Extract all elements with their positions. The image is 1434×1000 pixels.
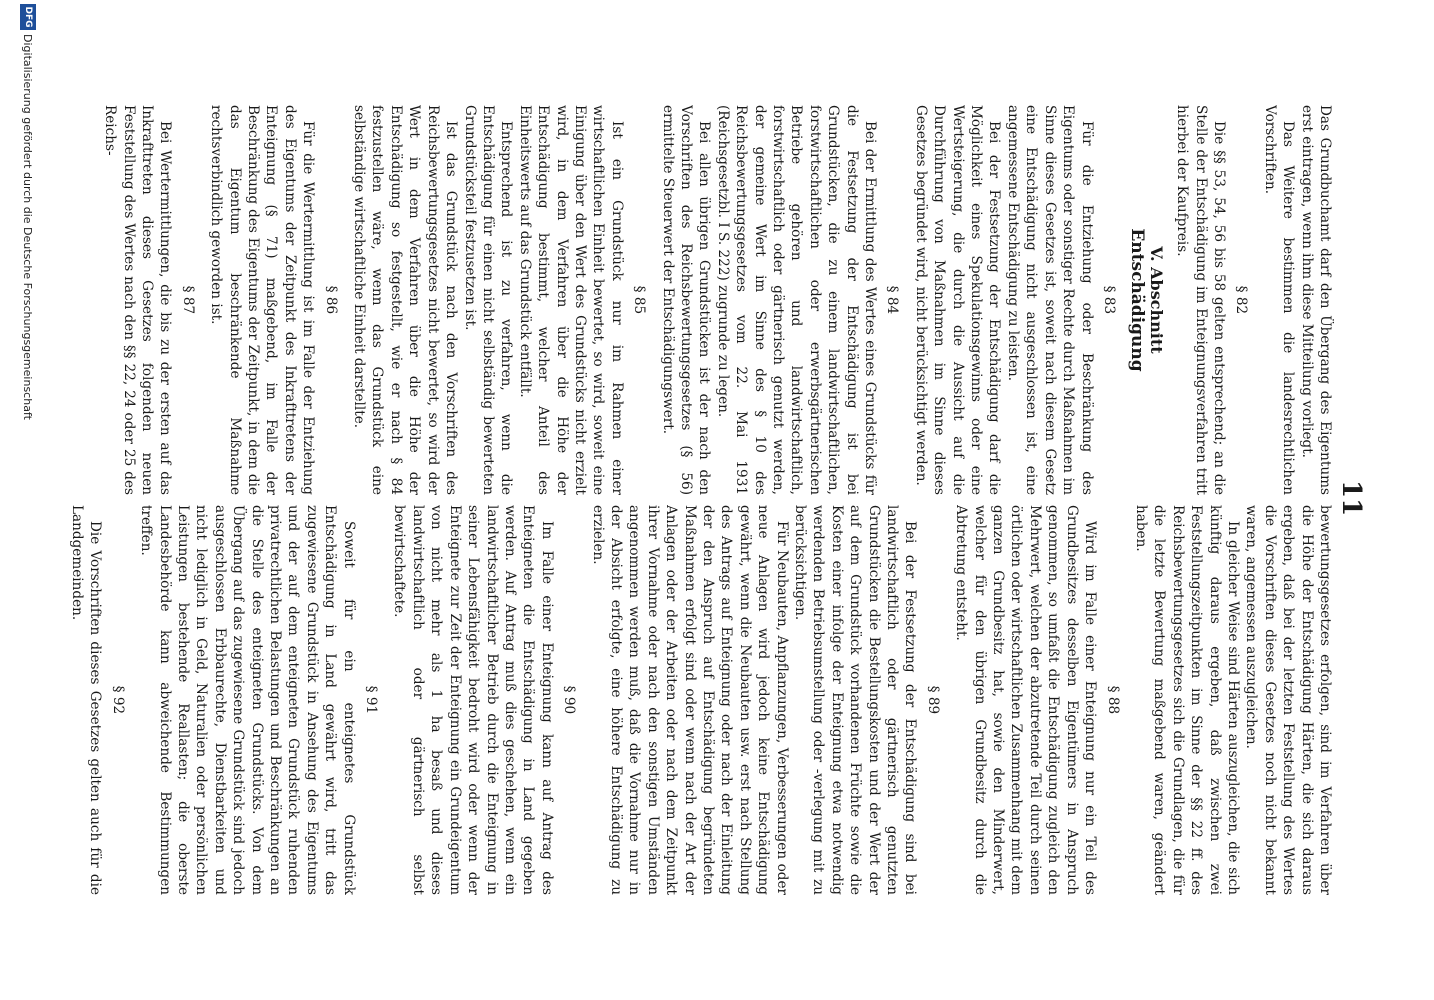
paragraph: Ist ein Grundstück nur im Rahmen einer wirtschaftlichen Einheit bewertet, so wird, soweit eine Einigung über den Wert des Grundstücks nicht erzielt wird, in dem Verfahren über die Höhe der Entschädigung bestimmt, welcher Anteil des Einheitswerts auf das Grundstück entfällt. xyxy=(516,105,625,495)
paragraph: Bei Wertermittlungen, die bis zu der ersten auf das Inkrafttreten dieses Gesetzes folgenden neuen Feststellung des Wertes nach den §§ 22, 24 oder 25 des Reichs- xyxy=(102,105,174,495)
paragraph: Für die Wertermittlung ist im Falle der Entziehung des Eigentums der Zeitpunkt des Inkrafttretens der Enteignung (§ 71) maßgebend, im Falle der Beschränkung des Eigentums der Zeitpunkt, in dem die das Eigentum beschränkende Maßnahme rechtsverbindlich geworden ist. xyxy=(208,105,317,495)
digitization-credit xyxy=(20,0,36,1000)
section-title: Entschädigung xyxy=(1127,228,1148,372)
dfg-logo-icon: DFG xyxy=(20,4,36,30)
paragraph: In gleicher Weise sind Härten auszugleichen, die sich künftig daraus ergeben, daß zwischen zwei Feststellungszeitpunkten im Sinne der §§ 22 ff. des Reichsbewertungsgesetzes sich die Grundlagen, die für die letzte Bewertung maßgebend waren, geändert haben. xyxy=(1132,505,1241,895)
paragraph: Für die Entziehung oder Beschränkung des Eigentums oder sonstiger Rechte durch Maßnahmen im Sinne dieses Gesetzes ist, soweit nach diesem Gesetz eine Entschädigung nicht ausgeschlossen ist, eine angemessene Entschädigung zu leisten. xyxy=(1004,105,1095,495)
section-number-82: § 82 xyxy=(1233,285,1250,315)
section-number-92: § 92 xyxy=(109,685,126,715)
section-number-91: § 91 xyxy=(363,685,380,715)
paragraph: Ist das Grundstück nach den Vorschriften des Reichsbewertungsgesetzes nicht bewertet, so wird der Wert in dem Verfahren über die Höhe der Entschädigung so festgestellt, wie er nach § 84 festzustellen wäre, wenn das Grundstück eine selbständige wirtschaftliche Einheit darstellte. xyxy=(351,105,460,495)
paragraph: Bei der Festsetzung der Entschädigung darf die Möglichkeit eines Spekulationsgewinns oder eine Wertsteigerung, die durch die Aussicht auf die Durchführung von Maßnahmen im Sinne dieses Gesetzes begründet wird, nicht berücksichtigt werden. xyxy=(912,105,1003,495)
right-column xyxy=(54,505,1334,895)
section-number-90: § 90 xyxy=(561,685,578,715)
paragraph: Die §§ 53, 54, 56 bis 58 gelten entsprechend; an die Stelle der Entschädigung im Enteignungsverfahren tritt hierbei der Kaufpreis. xyxy=(1174,105,1227,495)
section-number-83: § 83 xyxy=(1100,285,1117,315)
left-column xyxy=(54,105,1334,495)
paragraph: Soweit für ein enteignetes Grundstück Entschädigung in Land gewährt wird, tritt das zugewiesene Grundstück in Ansehung des Eigentums und der auf dem enteigneten Grundstück ruhenden privatrechtlichen Belastungen und Beschränkungen an die Stelle des enteigneten Grundstücks. Von dem Übergang auf das zugewiesene Grundstück sind jedoch ausgeschlossen Erbbaurechte, Dienstbarkeiten und nicht lediglich in Geld, Naturalien oder persönlichen Leistungen bestehende Reallasten; die oberste Landesbehörde kann abweichende Bestimmungen treffen. xyxy=(138,505,357,895)
section-number-87: § 87 xyxy=(179,285,196,315)
paragraph: Die Vorschriften dieses Gesetzes gelten auch für die Landgemeinden. xyxy=(69,505,104,895)
credit-text: Digitalisierung gefördert durch die Deutsche Forschungsgemeinschaft xyxy=(21,34,35,420)
section-number-84: § 84 xyxy=(884,285,901,315)
page-number: 11 xyxy=(1336,480,1366,517)
section-heading: V. Abschnitt xyxy=(1146,246,1166,354)
paragraph: Bei allen übrigen Grundstücken ist der nach den Vorschriften des Reichsbewertungsgesetzes (§ 56) ermittelte Steuerwert der Entschädigungswert. xyxy=(659,105,713,495)
paragraph: Das Weitere bestimmen die landesrechtlichen Vorschriften. xyxy=(1261,105,1297,495)
paragraph: bewertungsgesetzes erfolgen, sind im Verfahren über die Höhe der Entschädigung Härten, die sich daraus ergeben, daß bei der letzten Feststellung des Wertes die Vorschriften dieses Gesetzes noch nicht bekannt waren, angemessen auszugleichen. xyxy=(1243,505,1333,895)
section-number-85: § 85 xyxy=(631,285,648,315)
section-number-89: § 89 xyxy=(924,685,941,715)
section-number-88: § 88 xyxy=(1104,685,1121,715)
paragraph: Bei der Ermittlung des Wertes eines Grundstücks für die Festsetzung der Entschädigung ist bei Grundstücken, die zu einem landwirtschaftlichen, forstwirtschaftlichen oder erwerbsgärtnerischen Betriebe gehören und landwirtschaftlich, forstwirtschaftlich oder gärtnerisch genutzt werden, der gemeine Wert im Sinne des § 10 des Reichsbewertungsgesetzes vom 22. Mai 1931 (Reichsgesetzbl. I S. 222) zugrunde zu legen. xyxy=(714,105,879,495)
paragraph: Wird im Falle einer Enteignung nur ein Teil des Grundbesitzes desselben Eigentümers in Anspruch genommen, so umfaßt die Entschädigung zugleich den Mehrwert, welchen der abzutretende Teil durch seinen örtlichen oder wirtschaftlichen Zusammenhang mit dem ganzen Grundbesitz hat, sowie den Minderwert, welcher für den übrigen Grundbesitz durch die Abtretung entsteht. xyxy=(953,505,1099,895)
paragraph: Entsprechend ist zu verfahren, wenn die Entschädigung für einen nicht selbständig bewerteten Grundstücksteil festzusetzen ist. xyxy=(461,105,515,495)
paragraph: Für Neubauten, Anpflanzungen, Verbesserungen oder neue Anlagen wird jedoch keine Entschädigung gewährt, wenn die Neubauten usw. erst nach Stellung des Antrags auf Enteignung oder nach der Einleitung der den Anspruch auf Entschädigung begründeten Maßnahmen erfolgt sind oder wenn nach der Art der Anlagen oder der Arbeiten oder nach dem Zeitpunkt ihrer Vornahme oder nach den sonstigen Umständen angenommen werden muß, daß die Vornahme nur in der Absicht erfolgte, eine höhere Entschädigung zu erzielen. xyxy=(589,505,790,895)
section-number-86: § 86 xyxy=(322,285,339,315)
paragraph: Im Falle einer Enteignung kann auf Antrag des Enteigneten die Entschädigung in Land gegeben werden. Auf Antrag muß dies geschehen, wenn ein landwirtschaftlicher Betrieb durch die Enteignung in seiner Lebensfähigkeit bedroht wird oder wenn der Enteignete zur Zeit der Enteignung ein Grundeigentum von nicht mehr als 1 ha besaß und dieses landwirtschaftlich oder gärtnerisch selbst bewirtschaftete. xyxy=(391,505,555,895)
paragraph: Das Grundbuchamt darf den Übergang des Eigentums erst eintragen, wenn ihm diese Mitteilung vorliegt. xyxy=(1298,105,1333,495)
paragraph: Bei der Festsetzung der Entschädigung sind bei landwirtschaftlich oder gärtnerisch genutzten Grundstücken die Bestellungskosten und der Wert der auf dem Grundstück vorhandenen Früchte sowie die Kosten einer infolge der Enteignung etwa notwendig werdenden Betriebsumstellung oder -verlegung mit zu berücksichtigen. xyxy=(792,505,919,895)
